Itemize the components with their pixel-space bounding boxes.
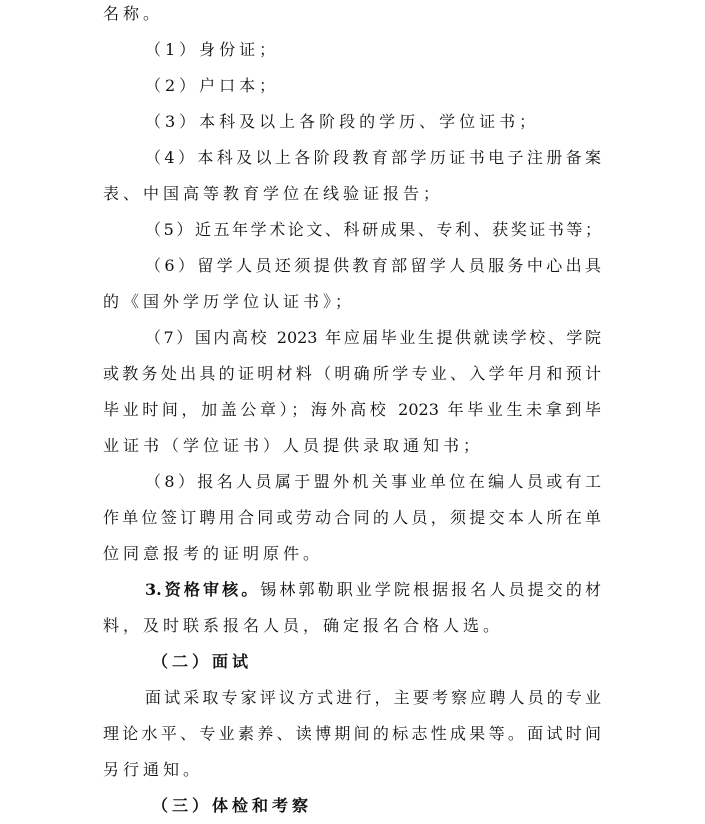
list-item: （3）本科及以上各阶段的学历、学位证书； (145, 112, 540, 131)
text-line: 名称。 (103, 4, 164, 23)
list-item: （1）身份证； (145, 40, 280, 59)
text-line: 料，及时联系报名人员，确定报名合格人选。 (103, 616, 504, 635)
text-line: 或教务处出具的证明材料（明确所学专业、入学年月和预计 (103, 364, 601, 383)
paragraph-line (103, 572, 601, 608)
section-heading (103, 788, 601, 824)
text-line: 表、中国高等教育学位在线验证报告； (103, 184, 444, 203)
text-line: 作单位签订聘用合同或劳动合同的人员，须提交本人所在单 (103, 508, 601, 527)
text-span: 锡林郭勒职业学院根据报名人员提交的材 (260, 580, 601, 599)
section-heading (103, 644, 601, 680)
list-item: （2）户口本； (145, 76, 280, 95)
text-line: 另行通知。 (103, 760, 204, 779)
document-page (103, 0, 601, 824)
text-line: 毕业时间，加盖公章）；海外高校 2023 年毕业生未拿到毕 (103, 400, 601, 419)
heading-text: （三）体检和考察 (152, 796, 313, 815)
text-line: 的《国外学历学位认证书》； (103, 292, 356, 311)
list-item: （6）留学人员还须提供教育部留学人员服务中心出具 (145, 256, 601, 275)
list-item: （5）近五年学术论文、科研成果、专利、获奖证书等； (145, 220, 601, 239)
text-line: 业证书（学位证书）人员提供录取通知书； (103, 436, 484, 455)
paragraph-line: 面试采取专家评议方式进行，主要考察应聘人员的专业 (145, 688, 601, 707)
section-heading: 3.资格审核。 (145, 580, 261, 599)
text-line: 位同意报考的证明原件。 (103, 544, 324, 563)
list-item: （4）本科及以上各阶段教育部学历证书电子注册备案 (145, 148, 601, 167)
list-item: （7）国内高校 2023 年应届毕业生提供就读学校、学院 (145, 328, 601, 347)
heading-text: （二）面试 (152, 652, 253, 671)
text-line: 理论水平、专业素养、读博期间的标志性成果等。面试时间 (103, 724, 601, 743)
list-item: （8）报名人员属于盟外机关事业单位在编人员或有工 (145, 472, 601, 491)
